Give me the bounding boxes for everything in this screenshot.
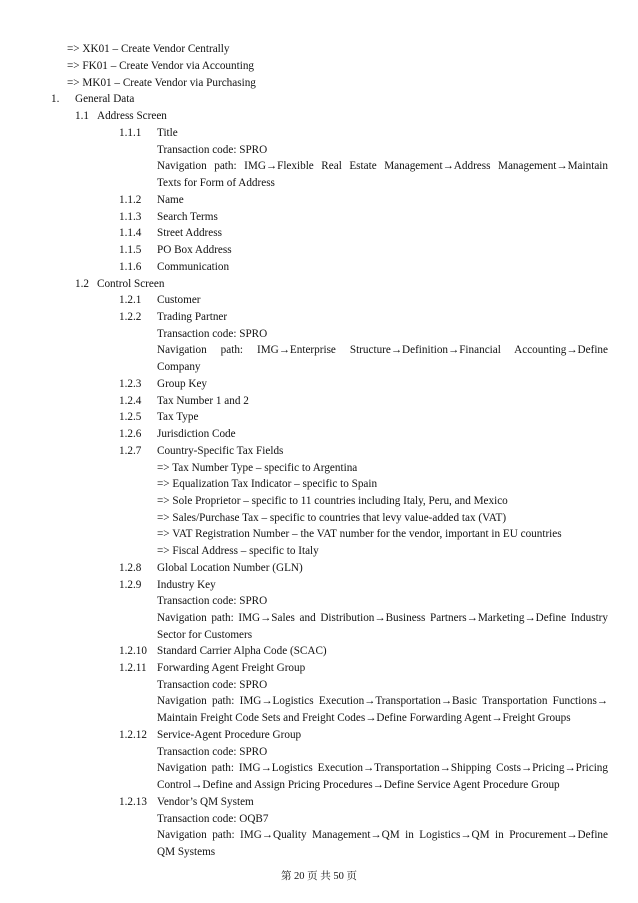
item-title: Standard Carrier Alpha Code (SCAC) bbox=[157, 645, 327, 657]
item-heading bbox=[119, 192, 519, 209]
item-number: 1.2.3 bbox=[119, 378, 142, 390]
navigation-path: Navigation path: IMG→Logistics Execution→Transportation→Basic Transportation Functions→ bbox=[157, 695, 608, 707]
item-number: 1.2.4 bbox=[119, 395, 142, 407]
item-heading bbox=[119, 794, 519, 811]
item-title: Customer bbox=[157, 294, 201, 306]
item-title: Tax Type bbox=[157, 411, 199, 423]
tax-field-item: => Equalization Tax Indicator – specific to Spain bbox=[157, 478, 378, 490]
item-heading bbox=[119, 376, 519, 393]
item-title: Communication bbox=[157, 261, 230, 273]
navigation-path: Navigation path: IMG→Sales and Distribution→Business Partners→Marketing→Define Industry bbox=[157, 612, 608, 624]
item-heading bbox=[119, 292, 519, 309]
intro-line: => FK01 – Create Vendor via Accounting bbox=[67, 60, 255, 72]
item-heading bbox=[119, 209, 519, 226]
item-heading bbox=[119, 242, 519, 259]
item-number: 1.2.2 bbox=[119, 311, 142, 323]
navigation-path: Navigation path: IMG→Quality Management→QM in Logistics→QM in Procurement→Define bbox=[157, 829, 608, 841]
item-number: 1.2.1 bbox=[119, 294, 142, 306]
item-title: PO Box Address bbox=[157, 244, 232, 256]
item-number: 1.2.5 bbox=[119, 411, 142, 423]
transaction-code: Transaction code: OQB7 bbox=[157, 813, 269, 825]
item-title: Service-Agent Procedure Group bbox=[157, 729, 302, 741]
transaction-code: Transaction code: SPRO bbox=[157, 595, 268, 607]
navigation-path: Navigation path: IMG→Flexible Real Estate Management→Address Management→Maintain bbox=[157, 160, 608, 172]
subsection-heading bbox=[75, 108, 375, 125]
item-heading bbox=[119, 309, 519, 326]
subsection-number: 1.1 bbox=[75, 110, 89, 122]
item-heading bbox=[119, 426, 519, 443]
item-number: 1.2.12 bbox=[119, 729, 147, 741]
item-number: 1.1.1 bbox=[119, 127, 142, 139]
item-title: Global Location Number (GLN) bbox=[157, 562, 303, 574]
navigation-path: Navigation path: IMG→Logistics Execution→Transportation→Shipping Costs→Pricing→Pricing bbox=[157, 762, 608, 774]
section-heading bbox=[51, 91, 351, 108]
item-title: Country-Specific Tax Fields bbox=[157, 445, 284, 457]
subsection-number: 1.2 bbox=[75, 278, 89, 290]
navigation-path-continued: Control→Define and Assign Pricing Procedures→Define Service Agent Procedure Group bbox=[157, 779, 560, 791]
item-number: 1.2.13 bbox=[119, 796, 147, 808]
item-number: 1.2.9 bbox=[119, 579, 142, 591]
item-title: Vendor’s QM System bbox=[157, 796, 254, 808]
item-number: 1.1.5 bbox=[119, 244, 142, 256]
item-heading bbox=[119, 727, 519, 744]
transaction-code: Transaction code: SPRO bbox=[157, 746, 268, 758]
subsection-heading bbox=[75, 276, 375, 293]
item-heading bbox=[119, 643, 519, 660]
item-heading bbox=[119, 560, 519, 577]
item-title: Forwarding Agent Freight Group bbox=[157, 662, 306, 674]
item-number: 1.1.2 bbox=[119, 194, 142, 206]
item-number: 1.2.6 bbox=[119, 428, 142, 440]
item-heading bbox=[119, 409, 519, 426]
navigation-path-continued: Sector for Customers bbox=[157, 629, 253, 641]
item-number: 1.1.3 bbox=[119, 211, 142, 223]
item-title: Name bbox=[157, 194, 184, 206]
subsection-title: Control Screen bbox=[97, 278, 165, 290]
item-title: Tax Number 1 and 2 bbox=[157, 395, 249, 407]
subsection-title: Address Screen bbox=[97, 110, 167, 122]
navigation-path-continued: Maintain Freight Code Sets and Freight Codes→Define Forwarding Agent→Freight Groups bbox=[157, 712, 571, 724]
page-footer: 第 20 页 共 50 页 bbox=[280, 871, 358, 882]
navigation-path-continued: Texts for Form of Address bbox=[157, 177, 275, 189]
item-number: 1.2.11 bbox=[119, 662, 147, 674]
navigation-path-continued: Company bbox=[157, 361, 201, 373]
tax-field-item: => VAT Registration Number – the VAT number for the vendor, important in EU countries bbox=[157, 528, 562, 540]
item-title: Group Key bbox=[157, 378, 208, 390]
item-number: 1.2.10 bbox=[119, 645, 147, 657]
intro-line: => MK01 – Create Vendor via Purchasing bbox=[67, 77, 256, 89]
item-title: Title bbox=[157, 127, 178, 139]
item-number: 1.2.7 bbox=[119, 445, 142, 457]
tax-field-item: => Fiscal Address – specific to Italy bbox=[157, 545, 319, 557]
transaction-code: Transaction code: SPRO bbox=[157, 679, 268, 691]
section-title: General Data bbox=[75, 93, 135, 105]
navigation-path-continued: QM Systems bbox=[157, 846, 216, 858]
item-title: Jurisdiction Code bbox=[157, 428, 236, 440]
item-title: Industry Key bbox=[157, 579, 216, 591]
item-title: Search Terms bbox=[157, 211, 218, 223]
item-heading bbox=[119, 577, 519, 594]
intro-line: => XK01 – Create Vendor Centrally bbox=[67, 43, 230, 55]
item-heading bbox=[119, 225, 519, 242]
item-title: Street Address bbox=[157, 227, 222, 239]
item-number: 1.2.8 bbox=[119, 562, 142, 574]
item-number: 1.1.6 bbox=[119, 261, 142, 273]
tax-field-item: => Sole Proprietor – specific to 11 countries including Italy, Peru, and Mexico bbox=[157, 495, 508, 507]
item-heading bbox=[119, 660, 519, 677]
section-number: 1. bbox=[51, 93, 60, 105]
item-heading bbox=[119, 443, 519, 460]
tax-field-item: => Tax Number Type – specific to Argentina bbox=[157, 462, 358, 474]
transaction-code: Transaction code: SPRO bbox=[157, 328, 268, 340]
item-title: Trading Partner bbox=[157, 311, 228, 323]
item-heading bbox=[119, 125, 519, 142]
item-number: 1.1.4 bbox=[119, 227, 142, 239]
transaction-code: Transaction code: SPRO bbox=[157, 144, 268, 156]
item-heading bbox=[119, 393, 519, 410]
navigation-path: Navigation path: IMG→Enterprise Structure→Definition→Financial Accounting→Define bbox=[157, 344, 608, 356]
tax-field-item: => Sales/Purchase Tax – specific to countries that levy value-added tax (VAT) bbox=[157, 512, 507, 524]
item-heading bbox=[119, 259, 519, 276]
